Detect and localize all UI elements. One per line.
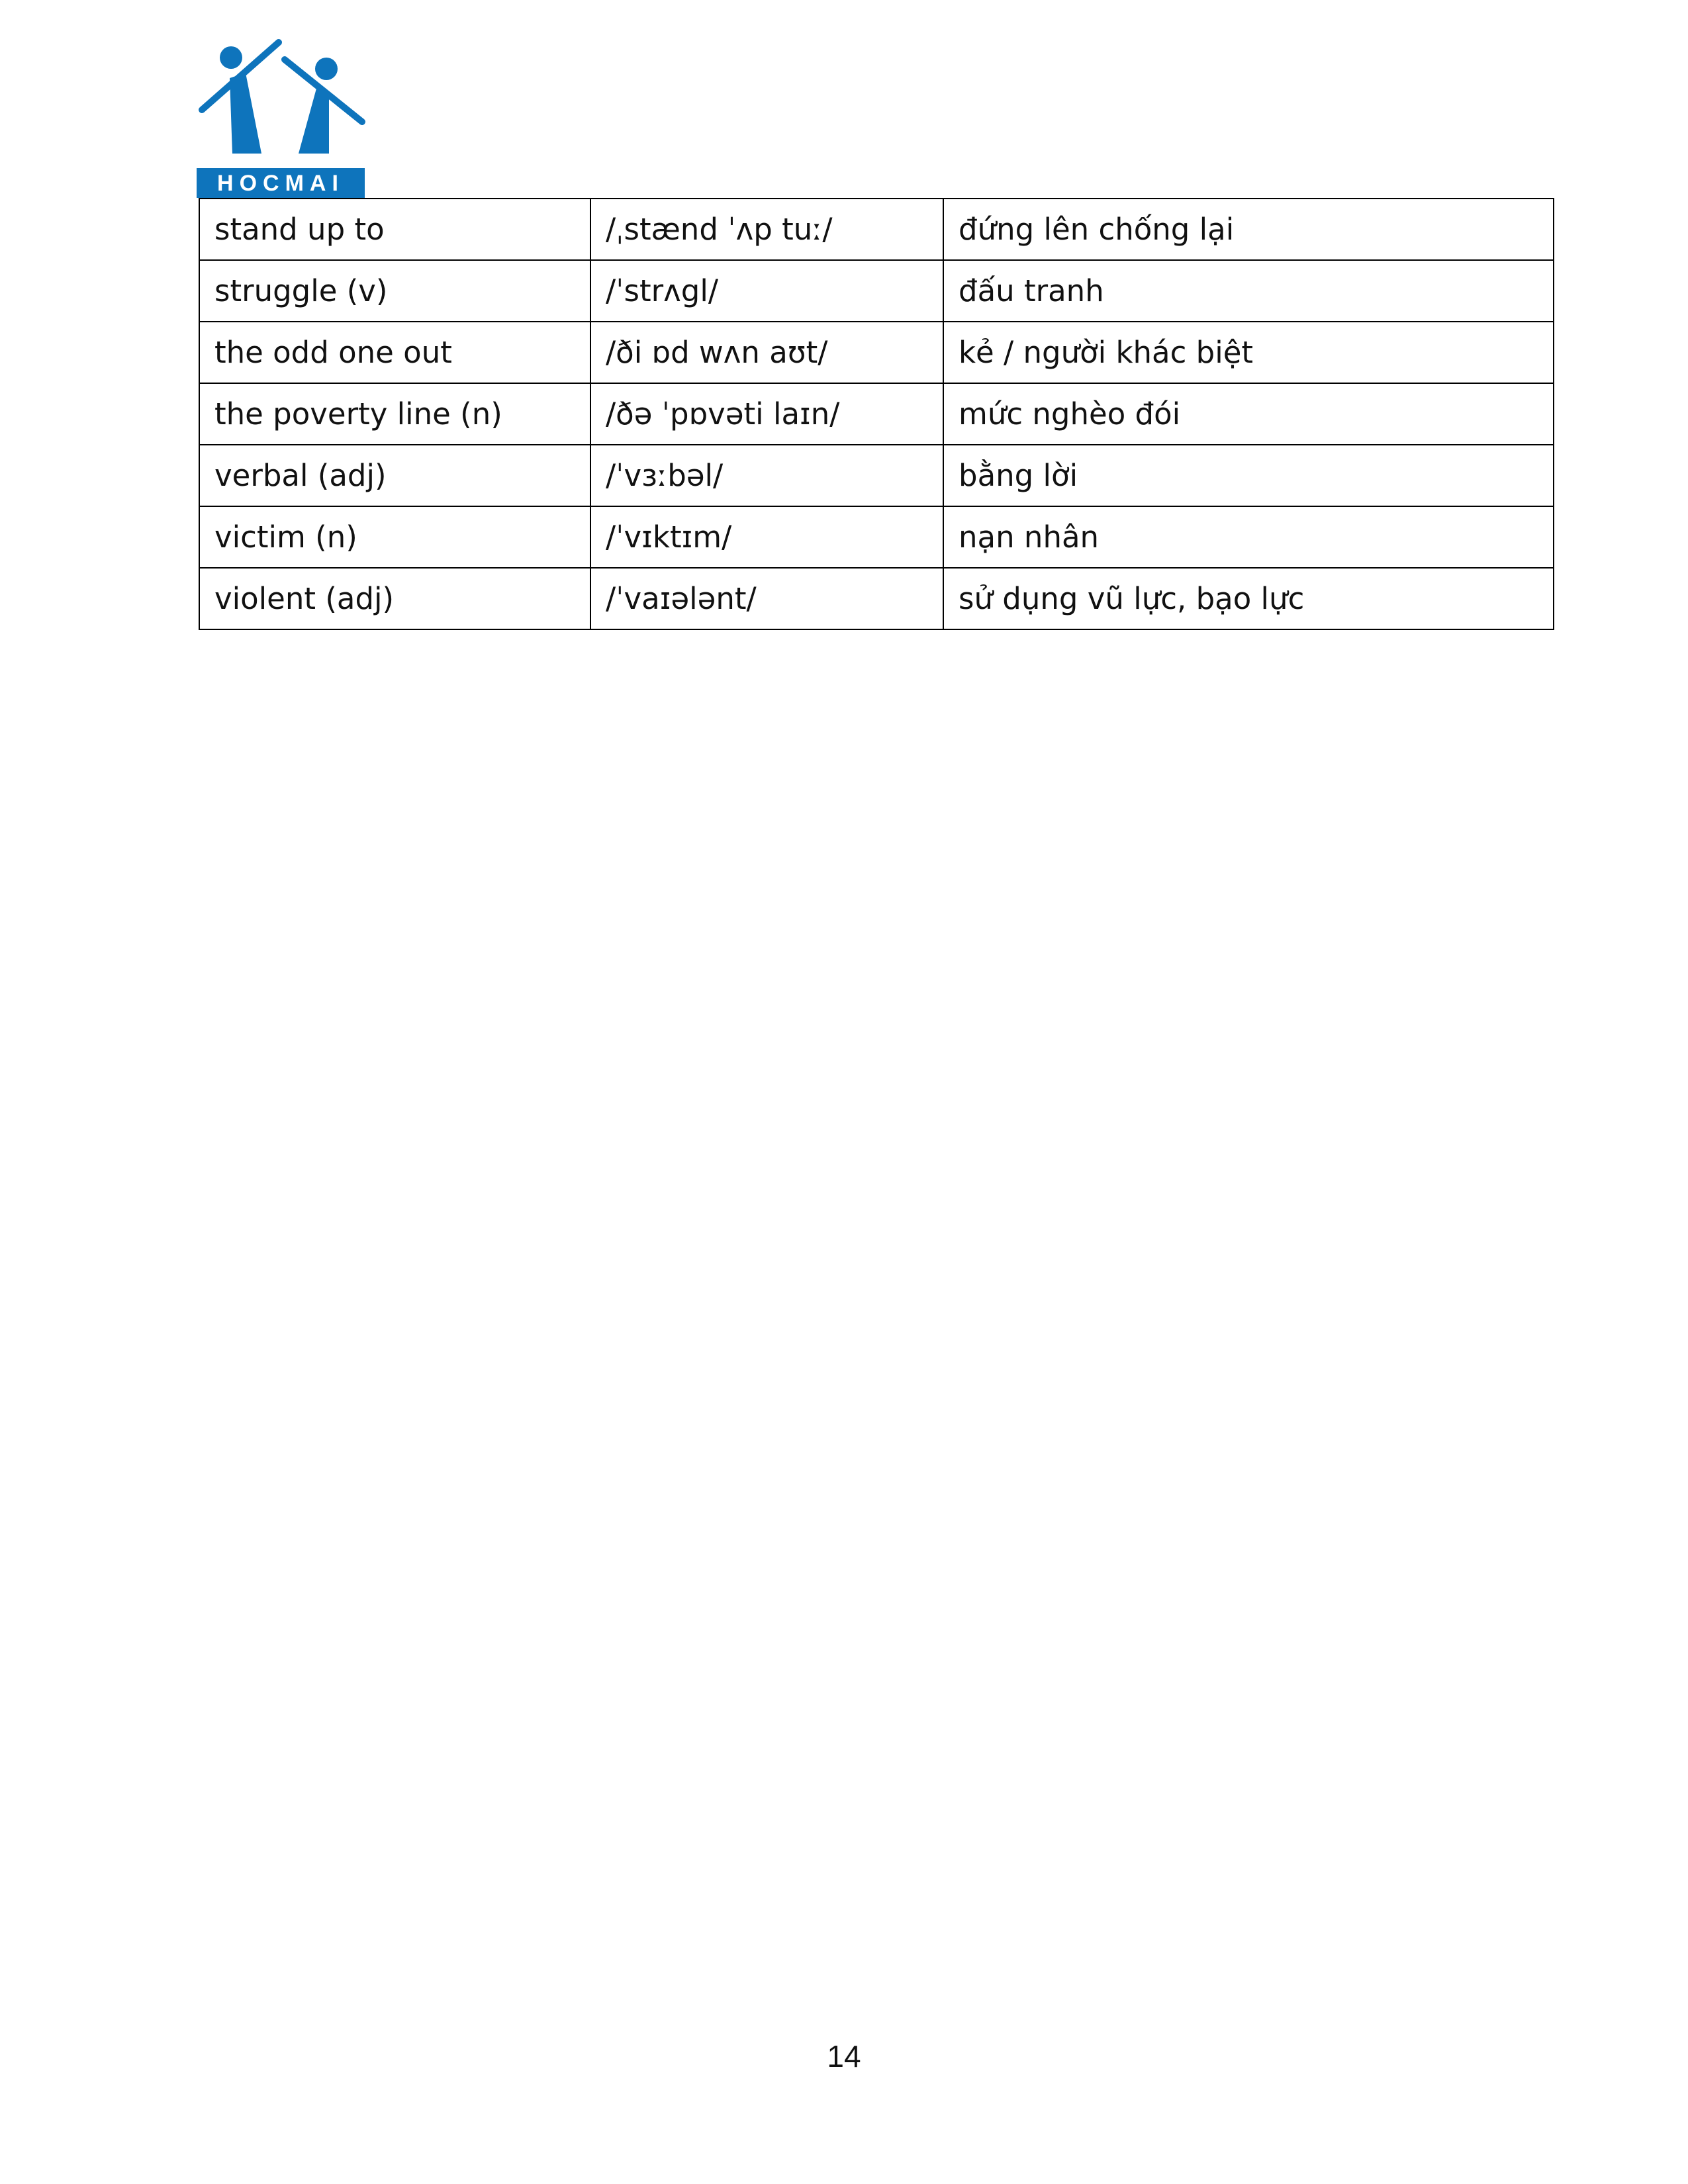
meaning-cell: đấu tranh bbox=[943, 260, 1554, 322]
word-cell: violent (adj) bbox=[199, 568, 590, 629]
logo-figures-icon bbox=[197, 37, 366, 198]
pronunciation-cell: /ðə ˈpɒvəti laɪn/ bbox=[590, 383, 943, 445]
meaning-cell: kẻ / người khác biệt bbox=[943, 322, 1554, 383]
pronunciation-cell: /ˌstænd ˈʌp tuː/ bbox=[590, 199, 943, 260]
word-cell: the odd one out bbox=[199, 322, 590, 383]
table-row bbox=[199, 260, 1554, 322]
pronunciation-cell: /ˈvaɪələnt/ bbox=[590, 568, 943, 629]
page-number: 14 bbox=[827, 2039, 861, 2073]
meaning-cell: đứng lên chống lại bbox=[943, 199, 1554, 260]
logo-brand-text: HOCMAI bbox=[217, 171, 344, 196]
pronunciation-cell: /ˈvɪktɪm/ bbox=[590, 506, 943, 568]
meaning-cell: mức nghèo đói bbox=[943, 383, 1554, 445]
table-row bbox=[199, 322, 1554, 383]
pronunciation-cell: /ˈstrʌgl/ bbox=[590, 260, 943, 322]
hocmai-logo bbox=[197, 37, 366, 198]
meaning-cell: bằng lời bbox=[943, 445, 1554, 506]
word-cell: verbal (adj) bbox=[199, 445, 590, 506]
vocabulary-table bbox=[199, 198, 1554, 630]
word-cell: stand up to bbox=[199, 199, 590, 260]
pronunciation-cell: /ði ɒd wʌn aʊt/ bbox=[590, 322, 943, 383]
pronunciation-cell: /ˈvɜːbəl/ bbox=[590, 445, 943, 506]
table-row bbox=[199, 199, 1554, 260]
table-row bbox=[199, 506, 1554, 568]
word-cell: victim (n) bbox=[199, 506, 590, 568]
table-row bbox=[199, 568, 1554, 629]
table-row bbox=[199, 445, 1554, 506]
table-row bbox=[199, 383, 1554, 445]
meaning-cell: sử dụng vũ lực, bạo lực bbox=[943, 568, 1554, 629]
word-cell: struggle (v) bbox=[199, 260, 590, 322]
word-cell: the poverty line (n) bbox=[199, 383, 590, 445]
meaning-cell: nạn nhân bbox=[943, 506, 1554, 568]
